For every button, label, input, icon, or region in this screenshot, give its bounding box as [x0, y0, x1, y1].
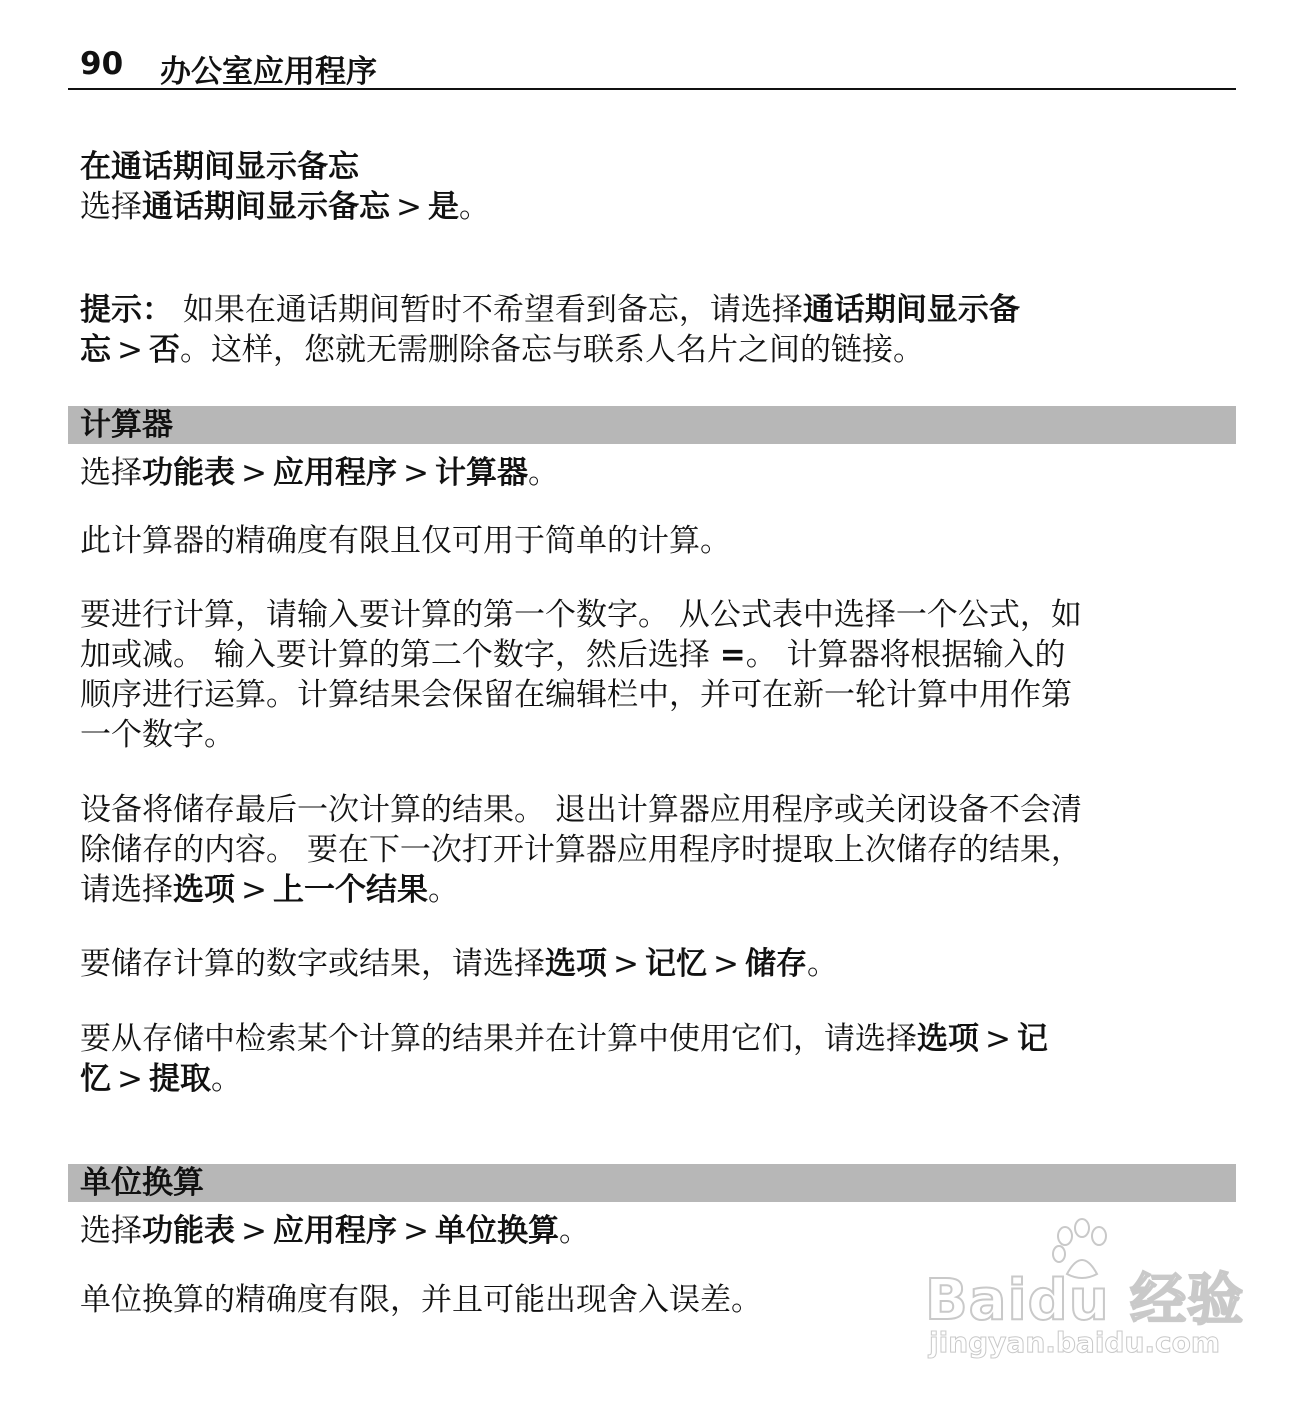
- page-section-title: 办公室应用程序: [160, 54, 377, 90]
- unit-converter-title: 单位换算: [80, 1165, 204, 1201]
- menu-item-options: 选项: [173, 872, 235, 908]
- menu-item-functions: 功能表: [142, 1213, 235, 1249]
- tip-label: 提示：: [80, 292, 173, 328]
- equals-key: =: [719, 637, 746, 673]
- unit-converter-section-bar: [68, 1164, 1236, 1202]
- menu-item-no: 否: [148, 332, 180, 368]
- menu-item-unit-converter: 单位换算: [434, 1213, 559, 1249]
- menu-item-options: 选项: [917, 1021, 979, 1057]
- tip-paragraph: 提示： 如果在通话期间暂时不希望看到备忘，请选择通话期间显示备 忘 > 否。这样，您就无需删除备忘与联系人名片之间的链接。: [80, 292, 1020, 368]
- calculator-paragraph-2: 要进行计算，请输入要计算的第一个数字。 从公式表中选择一个公式，如 加或减。 输入要计算的第二个数字，然后选择 =。 计算器将根据输入的 顺序进行运算。计算结果会保留在编辑栏中，并可在新一轮计算中用作第 一个数字。: [80, 597, 1082, 753]
- menu-item-memory: 记忆: [644, 946, 707, 982]
- page-header: [68, 44, 1236, 90]
- baidu-watermark: [925, 1216, 1245, 1366]
- calculator-title: 计算器: [80, 407, 173, 443]
- menu-item-memory: 记: [1016, 1021, 1048, 1057]
- calculator-paragraph-3: 设备将储存最后一次计算的结果。 退出计算器应用程序或关闭设备不会清 除储存的内容。 要在下一次打开计算器应用程序时提取上次储存的结果， 请选择选项 > 上一个结果。: [80, 792, 1082, 908]
- menu-item-applications: 应用程序: [272, 455, 397, 491]
- calculator-paragraph-4: 要储存计算的数字或结果，请选择选项 > 记忆 > 储存。: [80, 946, 838, 982]
- page-number: 90: [80, 46, 124, 82]
- unit-converter-paragraph-1: 单位换算的精确度有限，并且可能出现舍入误差。: [80, 1282, 762, 1318]
- memo-instruction: 选择通话期间显示备忘 > 是。: [80, 189, 490, 225]
- menu-item-applications: 应用程序: [272, 1213, 397, 1249]
- calculator-paragraph-1: 此计算器的精确度有限且仅可用于简单的计算。: [80, 523, 731, 559]
- calculator-section-bar: [68, 406, 1236, 444]
- menu-item-save: 储存: [744, 946, 807, 982]
- unit-converter-nav: 选择功能表 > 应用程序 > 单位换算。: [80, 1213, 590, 1249]
- menu-item-yes: 是: [427, 189, 459, 225]
- menu-item-last-result: 上一个结果: [272, 872, 428, 908]
- menu-item-show-memo: 通话期间显示备忘: [142, 189, 390, 225]
- calculator-nav: 选择功能表 > 应用程序 > 计算器。: [80, 455, 559, 491]
- menu-item-options: 选项: [545, 946, 607, 982]
- menu-item-calculator: 计算器: [434, 455, 528, 491]
- menu-item-show-memo: 通话期间显示备: [802, 292, 1020, 328]
- memo-section: [80, 147, 1230, 227]
- menu-item-functions: 功能表: [142, 455, 235, 491]
- menu-item-retrieve: 提取: [148, 1061, 211, 1097]
- watermark-url: jingyan.baidu.com: [929, 1326, 1221, 1359]
- watermark-logo-text: Baidu 经验: [925, 1268, 1245, 1333]
- calculator-paragraph-5: 要从存储中检索某个计算的结果并在计算中使用它们，请选择选项 > 记 忆 > 提取。: [80, 1021, 1048, 1097]
- memo-heading: 在通话期间显示备忘: [80, 149, 359, 185]
